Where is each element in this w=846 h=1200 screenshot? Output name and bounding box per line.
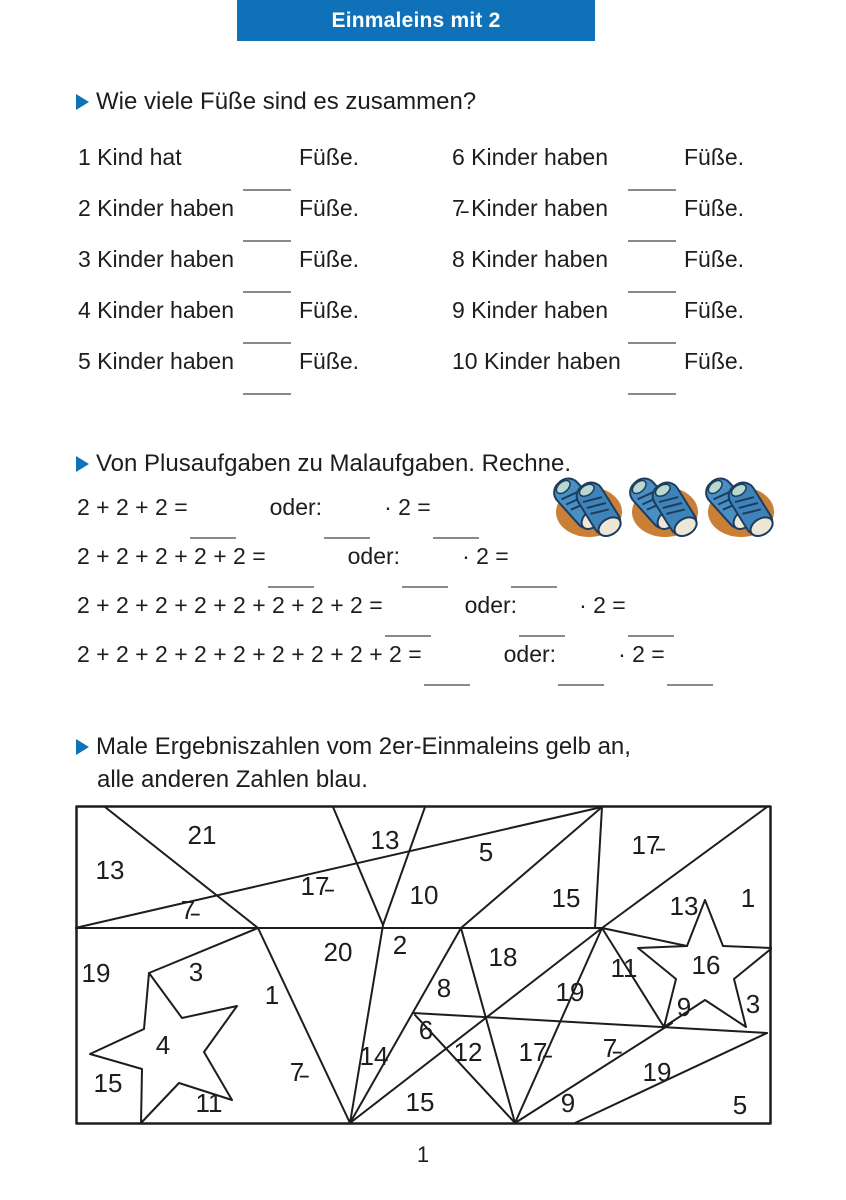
- answer-blank: [243, 175, 291, 191]
- puzzle-number: 8: [436, 973, 452, 1003]
- answer-blank: [190, 523, 236, 539]
- oder-label: oder:: [347, 543, 401, 569]
- puzzle-number: 4: [155, 1030, 171, 1060]
- puzzle-number: 21: [187, 820, 217, 850]
- puzzle-number: 15: [93, 1068, 123, 1098]
- sneakers-icon: [551, 472, 627, 544]
- feet-row-label: 5 Kinder haben: [78, 348, 235, 374]
- coloring-puzzle: [75, 805, 772, 1125]
- oder-label: oder:: [464, 592, 518, 618]
- feet-column-right: [452, 144, 812, 399]
- sneakers-icon: [627, 472, 703, 544]
- puzzle-number: 1: [264, 980, 280, 1010]
- feet-unit: Füße.: [299, 195, 360, 221]
- feet-row: [452, 297, 812, 348]
- sneakers-icon: [703, 472, 779, 544]
- puzzle-number: 5: [732, 1090, 748, 1120]
- puzzle-number: 20: [323, 937, 353, 967]
- answer-blank: [385, 621, 431, 637]
- sum-expression: 2 + 2 + 2 + 2 + 2 + 2 + 2 + 2 + 2 =: [77, 641, 422, 667]
- puzzle-number: 17̵: [300, 871, 330, 901]
- puzzle-number: 7̵: [602, 1033, 618, 1063]
- equation-row: [77, 592, 817, 641]
- puzzle-number: 19: [642, 1057, 672, 1087]
- puzzle-number: 10: [409, 880, 439, 910]
- puzzle-number: 3: [188, 957, 204, 987]
- puzzle-number: 9: [676, 992, 692, 1022]
- feet-row: [78, 195, 430, 246]
- feet-row-label: 4 Kinder haben: [78, 297, 235, 323]
- task-bullet-icon: [76, 456, 89, 472]
- puzzle-numbers: [82, 820, 761, 1120]
- answer-blank: [628, 277, 676, 293]
- answer-blank: [628, 328, 676, 344]
- sum-expression: 2 + 2 + 2 =: [77, 494, 188, 520]
- puzzle-number: 2: [392, 930, 408, 960]
- answer-blank: [243, 379, 291, 395]
- answer-blank: [667, 670, 713, 686]
- puzzle-number: 15: [405, 1087, 435, 1117]
- feet-row: [78, 297, 430, 348]
- sum-expression: 2 + 2 + 2 + 2 + 2 + 2 + 2 + 2 =: [77, 592, 383, 618]
- puzzle-number: 5: [478, 837, 494, 867]
- feet-row-label: 1 Kind hat: [78, 144, 182, 170]
- answer-blank: [519, 621, 565, 637]
- feet-row-label: 10 Kinder haben: [452, 348, 621, 374]
- puzzle-number: 3: [745, 989, 761, 1019]
- answer-blank: [628, 175, 676, 191]
- puzzle-number: 7̵: [180, 895, 196, 925]
- puzzle-number: 17̵: [518, 1037, 548, 1067]
- feet-row: [452, 144, 812, 195]
- puzzle-number: 16: [691, 950, 721, 980]
- times-expression: · 2 =: [579, 592, 626, 618]
- answer-blank: [243, 328, 291, 344]
- section1-heading: Wie viele Füße sind es zusammen?: [76, 88, 476, 116]
- answer-blank: [433, 523, 479, 539]
- feet-unit: Füße.: [684, 246, 745, 272]
- puzzle-number: 14: [359, 1041, 389, 1071]
- section3-heading: Male Ergebniszahlen vom 2er-Einmaleins gelb an, alle anderen Zahlen blau.: [76, 730, 631, 796]
- puzzle-number: 6: [418, 1015, 434, 1045]
- task-bullet-icon: [76, 739, 89, 755]
- puzzle-number: 1: [740, 883, 756, 913]
- feet-row-label: 2 Kinder haben: [78, 195, 235, 221]
- feet-row: [452, 348, 812, 399]
- feet-row: [78, 246, 430, 297]
- header-banner: [237, 0, 595, 41]
- answer-blank: [402, 572, 448, 588]
- task-bullet-icon: [76, 94, 89, 110]
- puzzle-number: 18: [488, 942, 518, 972]
- page-title: Einmaleins mit 2: [331, 8, 501, 32]
- feet-unit: Füße.: [684, 195, 745, 221]
- answer-blank: [628, 226, 676, 242]
- answer-blank: [628, 379, 676, 395]
- times-expression: · 2 =: [384, 494, 431, 520]
- sneakers-illustration: [551, 472, 779, 544]
- feet-unit: Füße.: [684, 144, 745, 170]
- equation-row: [77, 641, 817, 690]
- feet-unit: Füße.: [684, 297, 745, 323]
- puzzle-number: 11: [195, 1088, 223, 1118]
- feet-row: [452, 246, 812, 297]
- feet-row: [78, 348, 430, 399]
- times-expression: · 2 =: [462, 543, 509, 569]
- feet-row-label: 8 Kinder haben: [452, 246, 609, 272]
- answer-blank: [511, 572, 557, 588]
- answer-blank: [424, 670, 470, 686]
- answer-blank: [324, 523, 370, 539]
- feet-unit: Füße.: [299, 144, 360, 170]
- puzzle-number: 19: [81, 958, 111, 988]
- feet-unit: Füße.: [299, 297, 360, 323]
- sum-expression: 2 + 2 + 2 + 2 + 2 =: [77, 543, 266, 569]
- feet-unit: Füße.: [299, 348, 360, 374]
- puzzle-number: 15: [551, 883, 581, 913]
- puzzle-number: 9: [560, 1088, 576, 1118]
- oder-label: oder:: [269, 494, 323, 520]
- answer-blank: [268, 572, 314, 588]
- puzzle-number: 17̵: [631, 830, 661, 860]
- feet-row-label: 6 Kinder haben: [452, 144, 609, 170]
- section2-heading: Von Plusaufgaben zu Malaufgaben. Rechne.: [76, 450, 571, 478]
- answer-blank: [558, 670, 604, 686]
- feet-row-label: 3 Kinder haben: [78, 246, 235, 272]
- feet-unit: Füße.: [299, 246, 360, 272]
- feet-row: [452, 195, 812, 246]
- puzzle-number: 13: [95, 855, 125, 885]
- puzzle-number: 11: [610, 953, 638, 983]
- times-expression: · 2 =: [618, 641, 665, 667]
- puzzle-number: 12: [453, 1037, 483, 1067]
- puzzle-number: 13: [370, 825, 400, 855]
- puzzle-number: 7̵: [289, 1057, 305, 1087]
- feet-row-label: 9 Kinder haben: [452, 297, 609, 323]
- equation-row: [77, 543, 817, 592]
- answer-blank: [243, 226, 291, 242]
- answer-blank: [628, 621, 674, 637]
- page-number: 1: [416, 1142, 430, 1167]
- feet-row-label: 7̵ Kinder haben: [452, 195, 609, 221]
- feet-row: [78, 144, 430, 195]
- answer-blank: [243, 277, 291, 293]
- feet-unit: Füße.: [684, 348, 745, 374]
- puzzle-number: 13: [669, 891, 699, 921]
- puzzle-number: 19: [555, 977, 585, 1007]
- oder-label: oder:: [503, 641, 557, 667]
- feet-column-left: [78, 144, 430, 399]
